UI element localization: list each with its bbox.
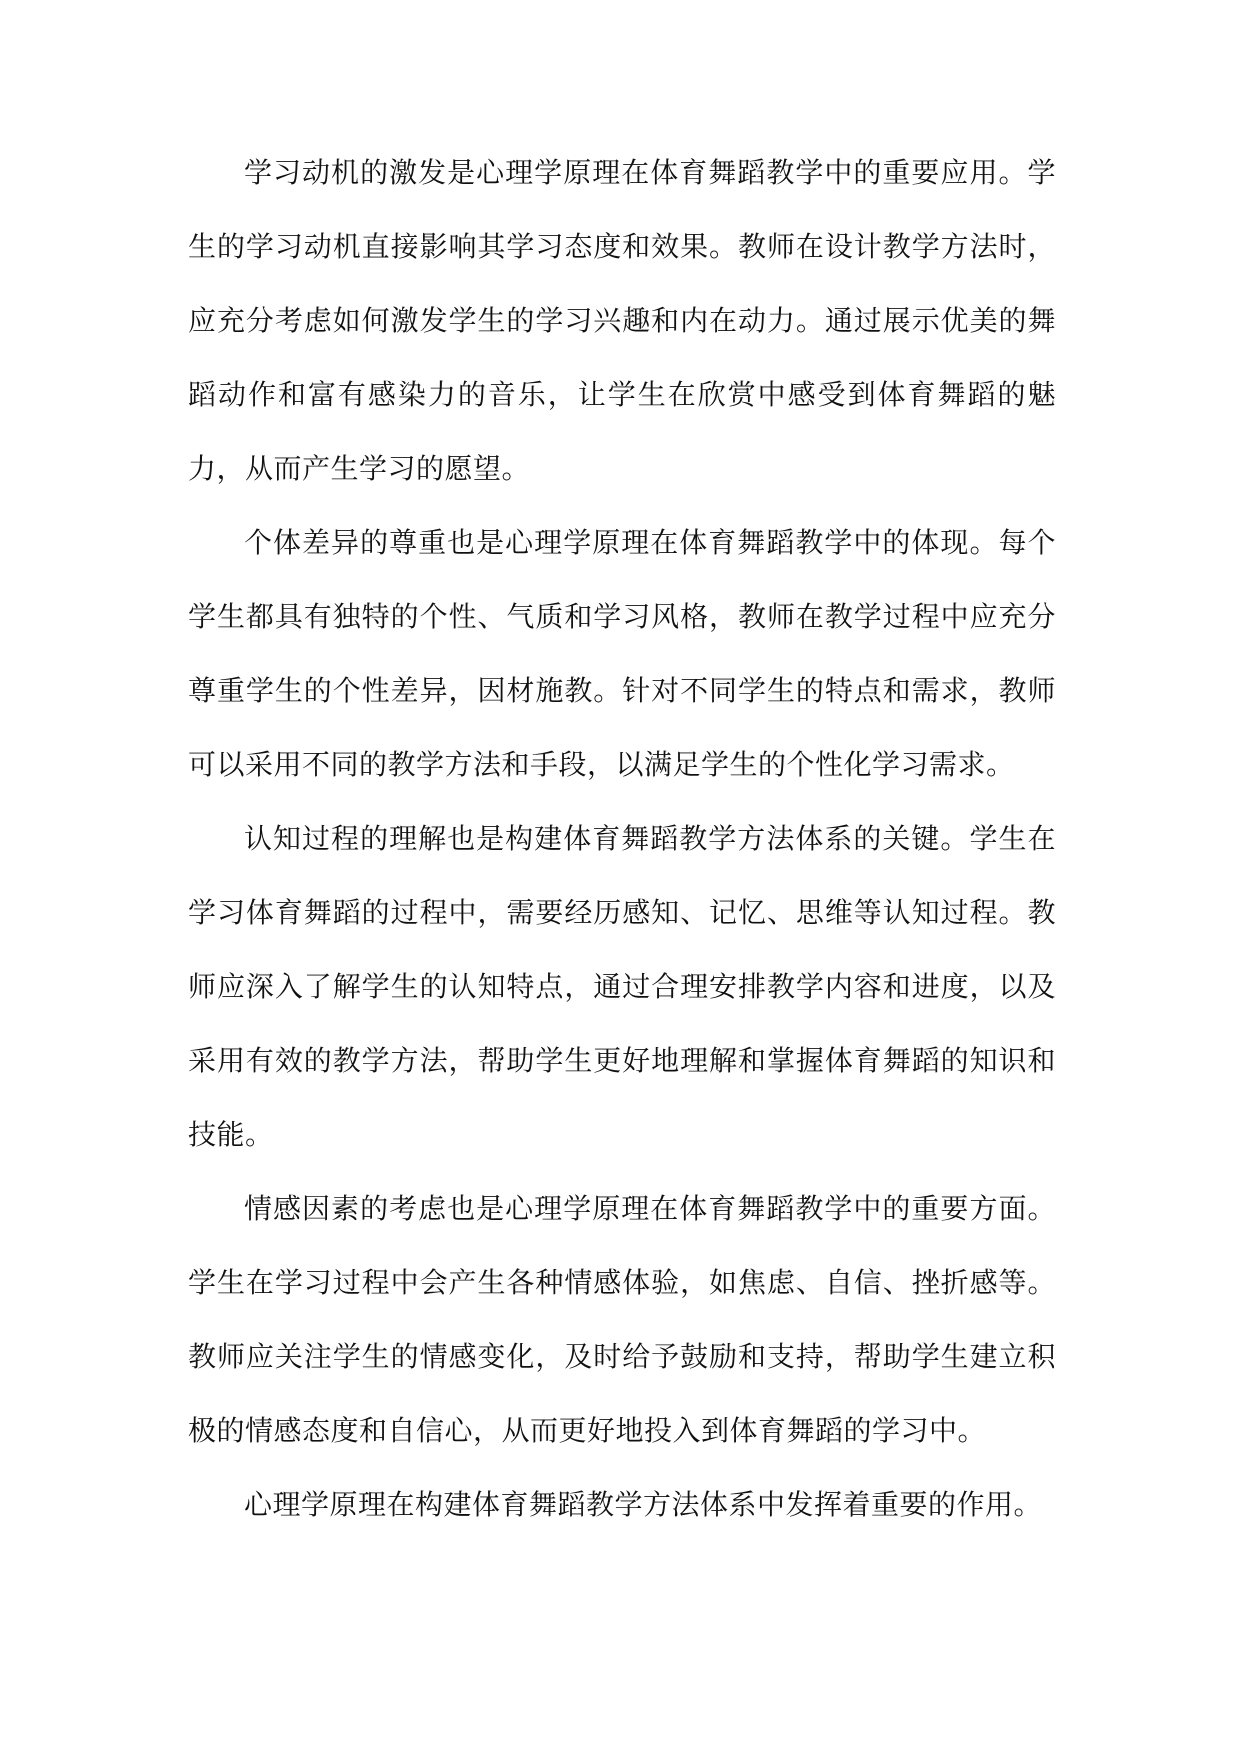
document-body <box>188 136 1056 1542</box>
paragraph-conclusion: 心理学原理在构建体育舞蹈教学方法体系中发挥着重要的作用。 <box>244 1488 1043 1521</box>
paragraph-individual-differences: 个体差异的尊重也是心理学原理在体育舞蹈教学中的体现。每个学生都具有独特的个性、气质和学习风格，教师在教学过程中应充分尊重学生的个性差异，因材施教。针对不同学生的特点和需求，教师可以采用不同的教学方法和手段，以满足学生的个性化学习需求。 <box>188 526 1056 781</box>
paragraph-emotional-factors: 情感因素的考虑也是心理学原理在体育舞蹈教学中的重要方面。学生在学习过程中会产生各种情感体验，如焦虑、自信、挫折感等。教师应关注学生的情感变化，及时给予鼓励和支持，帮助学生建立积极的情感态度和自信心，从而更好地投入到体育舞蹈的学习中。 <box>188 1192 1056 1447</box>
paragraph-learning-motivation: 学习动机的激发是心理学原理在体育舞蹈教学中的重要应用。学生的学习动机直接影响其学习态度和效果。教师在设计教学方法时，应充分考虑如何激发学生的学习兴趣和内在动力。通过展示优美的舞蹈动作和富有感染力的音乐，让学生在欣赏中感受到体育舞蹈的魅力，从而产生学习的愿望。 <box>188 156 1056 485</box>
paragraph-cognitive-process: 认知过程的理解也是构建体育舞蹈教学方法体系的关键。学生在学习体育舞蹈的过程中，需要经历感知、记忆、思维等认知过程。教师应深入了解学生的认知特点，通过合理安排教学内容和进度，以及采用有效的教学方法，帮助学生更好地理解和掌握体育舞蹈的知识和技能。 <box>188 822 1056 1151</box>
